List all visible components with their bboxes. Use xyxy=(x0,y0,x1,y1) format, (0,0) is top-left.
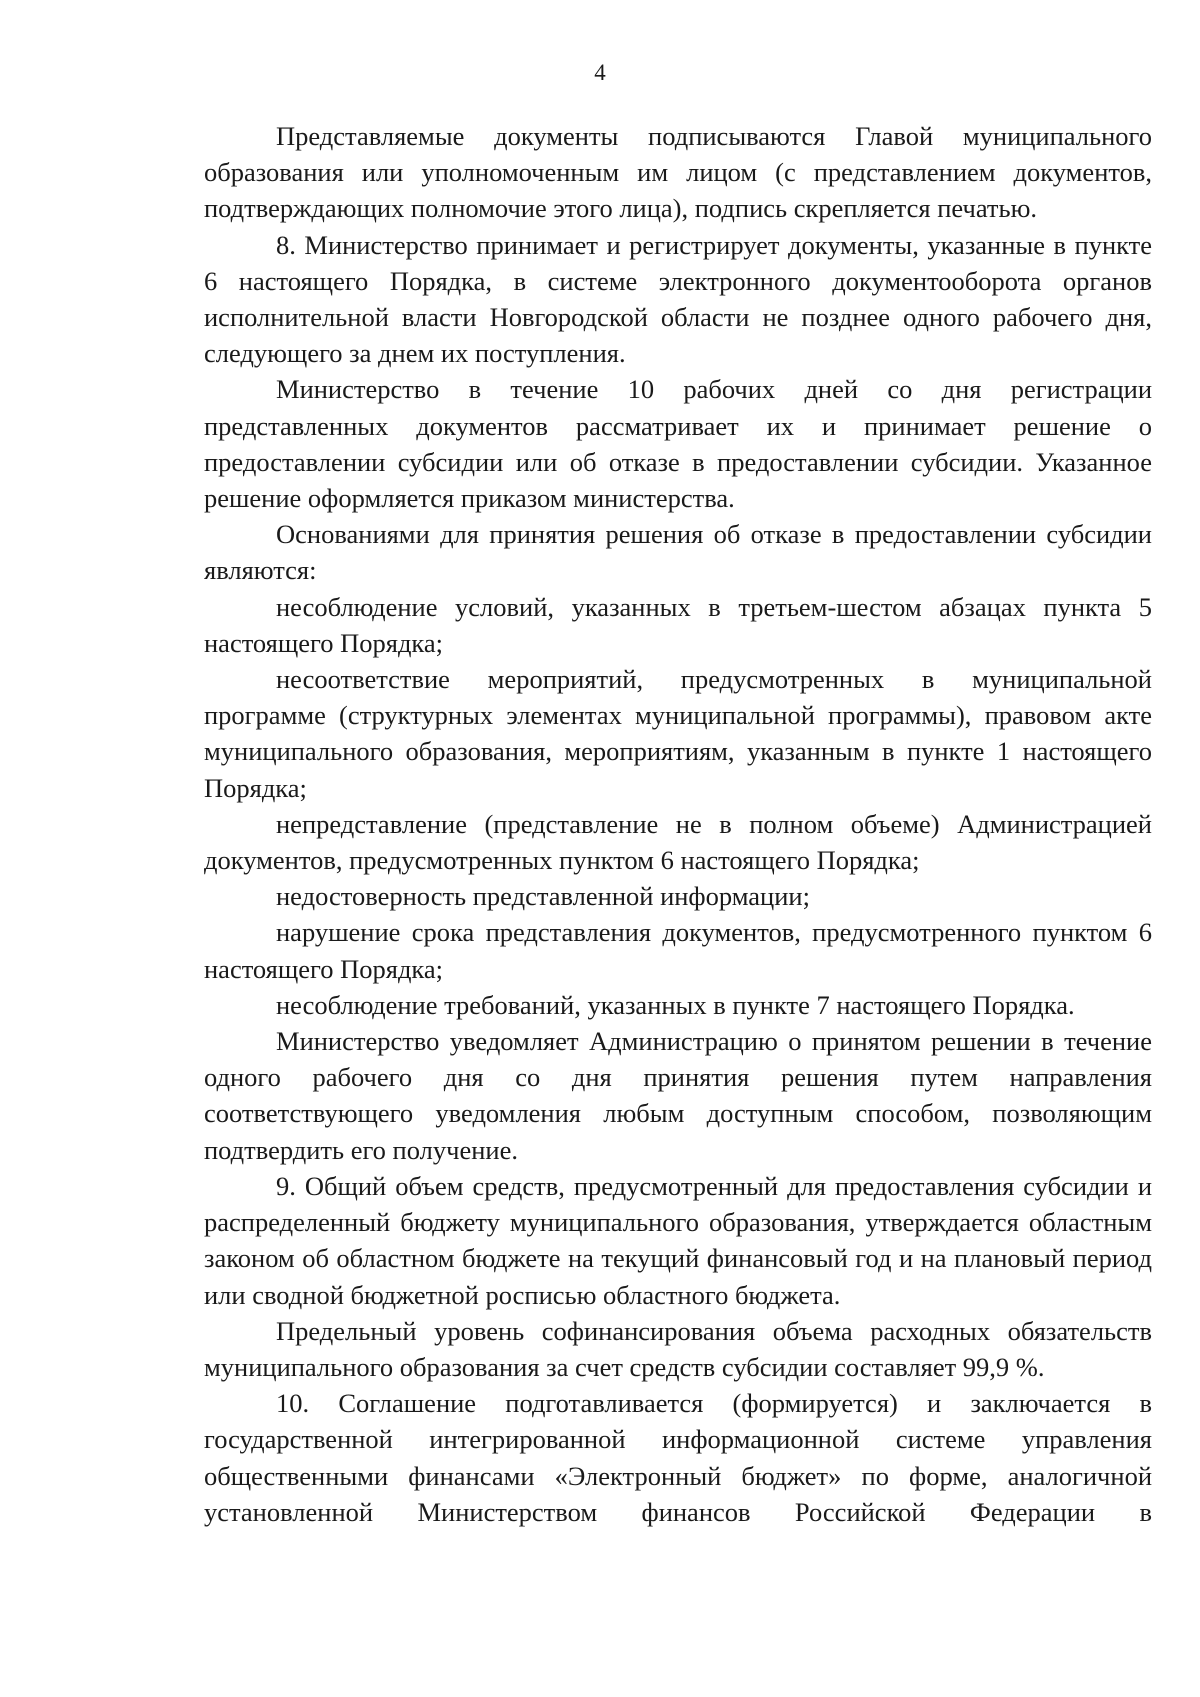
paragraph-signing: Представляемые документы подписываются Главой муниципального образования или уполномоченным им лицом (с представлением документов, подтверждающих полномочие этого лица), подпись скрепляется печатью. xyxy=(204,121,1152,224)
paragraph-item-10: 10. Соглашение подготавливается (формируется) и заключается в государственной интегрированной информационной системе управления общественными финансами «Электронный бюджет» по форме, аналогичной установленной Министерством финансов Российской Федерации в xyxy=(204,1388,1152,1527)
list-item-refusal-conditions: несоблюдение условий, указанных в третьем-шестом абзацах пункта 5 настоящего Порядка; xyxy=(204,591,1152,658)
paragraph-item-9: 9. Общий объем средств, предусмотренный для предоставления субсидии и распределенный бюджету муниципального образования, утверждается областным законом об областном бюджете на текущий финансовый год и на плановый период или сводной бюджетной росписью областного бюджета. xyxy=(204,1170,1152,1310)
paragraph-item-8: 8. Министерство принимает и регистрирует документы, указанные в пункте 6 настоящего Порядка, в системе электронного документооборота органов исполнительной власти Новгородской области не позднее одного рабочего дня, следующего за днем их поступления. xyxy=(204,229,1152,369)
list-item-refusal-mismatch: несоответствие мероприятий, предусмотренных в муниципальной программе (структурных элементах муниципальной программы), правовом акте муниципального образования, мероприятиям, указанным в пункте 1 настоящего Порядка; xyxy=(204,664,1152,803)
page-number: 4 xyxy=(594,60,606,85)
paragraph-notification: Министерство уведомляет Администрацию о принятом решении в течение одного рабочего дня со дня принятия решения путем направления соответствующего уведомления любым доступным способом, позволяющим подтвердить его получение. xyxy=(204,1026,1152,1165)
list-item-refusal-deadline: нарушение срока представления документов, предусмотренного пунктом 6 настоящего Порядка; xyxy=(204,917,1152,984)
paragraph-review-period: Министерство в течение 10 рабочих дней со дня регистрации представленных документов рассматривает их и принимает решение о предоставлении субсидии или об отказе в предоставлении субсидии. Указанное решение оформляется приказом министерства. xyxy=(204,374,1152,514)
paragraph-cofinancing-level: Предельный уровень софинансирования объема расходных обязательств муниципального образования за счет средств субсидии составляет 99,9 %. xyxy=(204,1315,1152,1382)
document-body xyxy=(204,118,1152,1530)
paragraph-refusal-grounds: Основаниями для принятия решения об отказе в предоставлении субсидии являются: xyxy=(204,519,1152,586)
list-item-refusal-requirements: несоблюдение требований, указанных в пункте 7 настоящего Порядка. xyxy=(276,989,1075,1020)
list-item-refusal-unreliable: недостоверность представленной информации; xyxy=(276,881,810,912)
list-item-refusal-documents: непредставление (представление не в полном объеме) Администрацией документов, предусмотренных пунктом 6 настоящего Порядка; xyxy=(204,808,1152,876)
